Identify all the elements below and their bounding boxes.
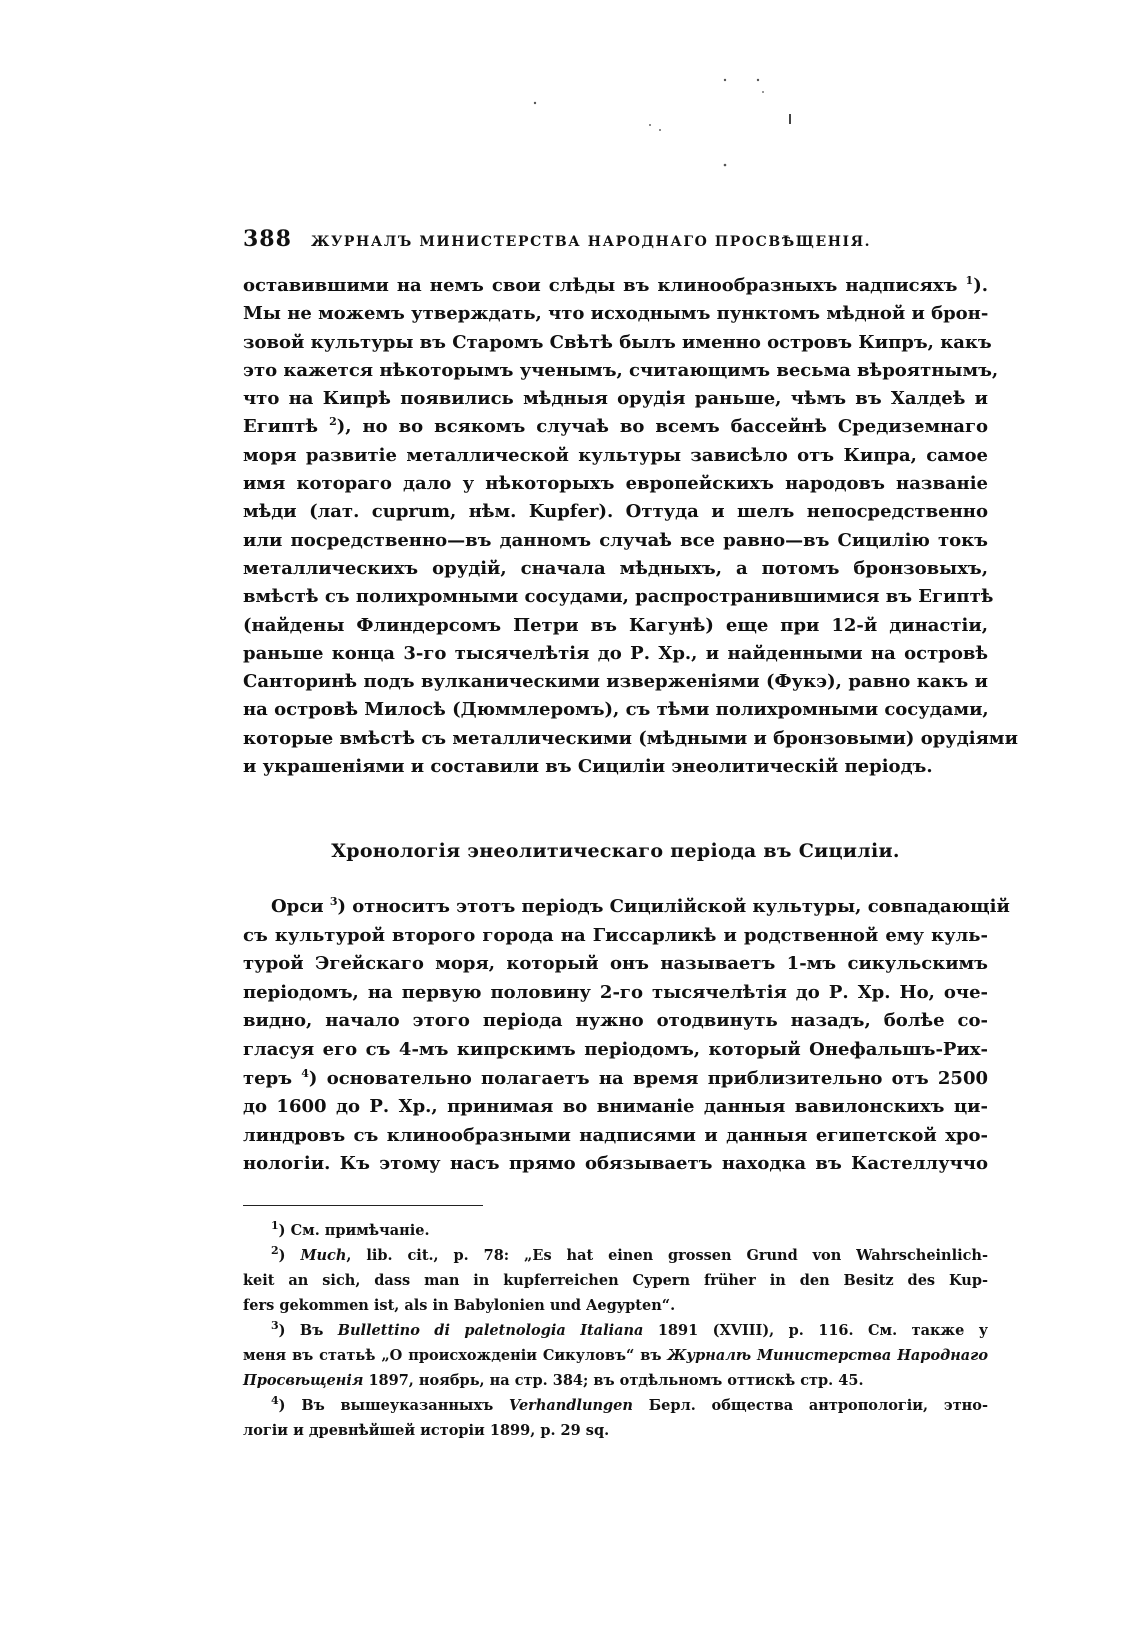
text-line: турой Эгейскаго моря, который онъ называетъ 1-мъ сикульскимъ (243, 953, 988, 975)
text-line: имя котораго дало у нѣкоторыхъ европейскихъ народовъ названіе (243, 473, 988, 495)
text-line: мѣди (лат. cuprum, нѣм. Kupfer). Оттуда и шелъ непосредственно (243, 501, 988, 523)
text-line: съ культурой второго города на Гиссарликѣ и родственной ему куль- (243, 924, 988, 946)
text-line: гласуя его съ 4-мъ кипрскимъ періодомъ, который Онефальшъ-Рих- (243, 1038, 988, 1060)
footnote-mark: 2 (271, 1244, 279, 1258)
text-line: что на Кипрѣ появились мѣдныя орудія раньше, чѣмъ въ Халдеѣ и (243, 388, 988, 410)
text-line: видно, начало этого періода нужно отодвинуть назадъ, болѣе со- (243, 1010, 988, 1032)
footnote-mark: 1 (271, 1219, 279, 1233)
footnote-mark: 4 (271, 1394, 279, 1408)
footnote-ref[interactable]: 4 (301, 1066, 309, 1080)
footnote-divider (243, 1205, 483, 1206)
paragraph-1 (243, 272, 1018, 781)
text-line: моря развитіе металлической культуры зависѣло отъ Кипра, самое (243, 444, 988, 466)
footnotes (243, 1218, 988, 1443)
footnote-mark: 3 (271, 1319, 279, 1333)
section-heading: Хронологія энеолитическаго періода въ Сициліи. (331, 840, 900, 862)
footnote-line: меня въ статьѣ „О происхожденіи Сикуловъ“ въ Журналѣ Министерства Народнаго (243, 1347, 988, 1364)
footnote-line: логіи и древнѣйшей исторіи 1899, p. 29 sq. (243, 1422, 610, 1439)
footnote-line: Просвѣщенія 1897, ноябрь, на стр. 384; въ отдѣльномъ оттискѣ стр. 45. (243, 1372, 864, 1389)
text-line: линдровъ съ клинообразными надписями и данныя египетской хро- (243, 1124, 988, 1146)
footnote-ref[interactable]: 1 (965, 274, 974, 287)
text-line: Орси $^3$) относитъ этотъ періодъ Сицилійской культуры, совпадающій (271, 895, 1010, 917)
text-line: періодомъ, на первую половину 2-го тысячелѣтія до Р. Хр. Но, оче- (243, 981, 988, 1003)
journal-title: Просвѣщенія (243, 1372, 364, 1389)
text-line: Санторинѣ подъ вулканическими изверженіями (Фукэ), равно какъ и (243, 671, 988, 693)
text-line: Мы не можемъ утверждать, что исходнымъ пунктомъ мѣдной и брон- (243, 303, 989, 325)
text-line: или посредственно—въ данномъ случаѣ все равно—въ Сицилію токъ (243, 529, 988, 551)
text-line: оставившими на немъ свои слѣды въ клинообразныхъ надписяхъ $^1$). (243, 274, 988, 296)
footnote-2: $^2$) Much, lib. cit., p. 78: „Es hat einen grossen Grund von Wahrscheinlich- (271, 1244, 988, 1264)
text-line: это кажется нѣкоторымъ ученымъ, считающимъ весьма вѣроятнымъ, (243, 359, 999, 381)
text-line: вмѣстѣ съ полихромными сосудами, распространившимися въ Египтѣ (243, 586, 994, 608)
author-name: Much (300, 1247, 347, 1264)
journal-title: Bullettino di paletnologia Italiana (337, 1322, 644, 1339)
footnote-4: $^4$) Въ вышеуказанныхъ Verhandlungen Берл. общества антропологіи, этно- (271, 1394, 988, 1414)
footnote-line: keit an sich, dass man in kupferreichen Cypern früher in den Besitz des Kup- (243, 1272, 988, 1289)
running-header (243, 226, 988, 260)
text-line: зовой культуры въ Старомъ Свѣтѣ былъ именно островъ Кипръ, какъ (243, 331, 992, 353)
page-number: 388 (243, 226, 292, 252)
text-line: которые вмѣстѣ съ металлическими (мѣдными и бронзовыми) орудіями (243, 727, 1018, 749)
text-line: на островѣ Милосѣ (Дюммлеромъ), съ тѣми полихромными сосудами, (243, 699, 989, 721)
paragraph-2 (243, 893, 1010, 1179)
text-line: Египтѣ $^2$), но во всякомъ случаѣ во всемъ бассейнѣ Средиземнаго (243, 415, 988, 438)
footnote-3: $^3$) Въ Bullettino di paletnologia Italiana 1891 (XVIII), p. 116. См. также у (271, 1319, 988, 1339)
text-line: до 1600 до Р. Хр., принимая во вниманіе данныя вавилонскихъ ци- (243, 1096, 988, 1118)
scan-specks (500, 70, 900, 190)
footnote-line: fers gekommen ist, als in Babylonien und Aegypten“. (243, 1297, 676, 1314)
running-title: ЖУРНАЛЪ МИНИСТЕРСТВА НАРОДНАГО ПРОСВѢЩЕНІЯ. (311, 234, 872, 250)
text-line: металлическихъ орудій, сначала мѣдныхъ, а потомъ бронзовыхъ, (243, 557, 988, 579)
text-line: нологіи. Къ этому насъ прямо обязываетъ находка въ Кастеллуччо (243, 1153, 988, 1175)
text-line: (найдены Флиндерсомъ Петри въ Кагунѣ) еще при 12-й династіи, (243, 614, 988, 636)
footnote-1: $^1$) См. примѣчаніе. (271, 1219, 430, 1239)
journal-title: Журналѣ Министерства Народнаго (667, 1347, 988, 1364)
text-line: теръ $^4$) основательно полагаетъ на время приблизительно отъ 2500 (243, 1066, 988, 1089)
footnote-ref[interactable]: 3 (329, 895, 338, 908)
footnote-ref[interactable]: 2 (329, 415, 337, 429)
work-title: Verhandlungen (509, 1397, 633, 1414)
text-line: раньше конца 3-го тысячелѣтія до Р. Хр., и найденными на островѣ (243, 642, 988, 664)
text-line: и украшеніями и составили въ Сициліи энеолитическій періодъ. (243, 756, 933, 778)
